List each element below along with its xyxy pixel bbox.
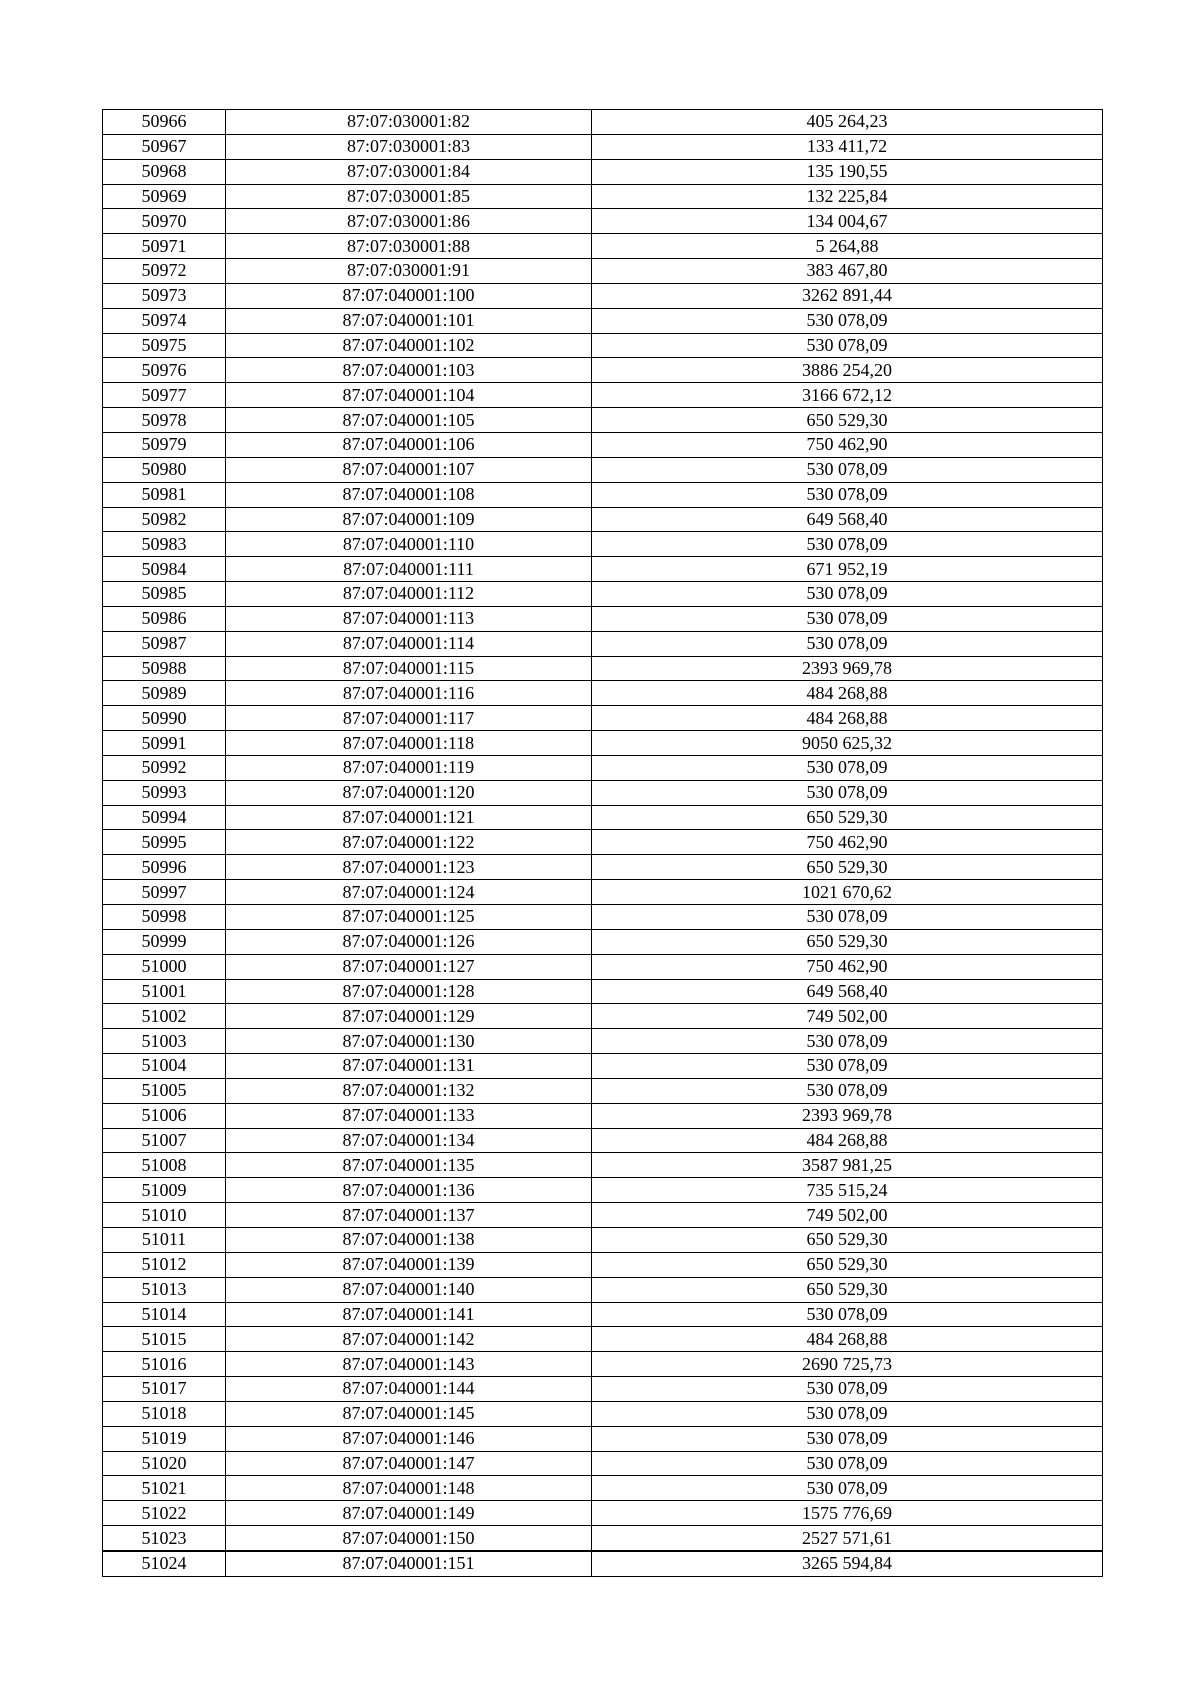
row-number-cell: 50978 [103,408,226,433]
row-number-cell: 50967 [103,134,226,159]
row-number-cell: 51017 [103,1377,226,1402]
table-row [103,134,1103,159]
row-number-cell: 50968 [103,159,226,184]
cadastral-number-cell: 87:07:040001:100 [226,283,592,308]
row-number-cell: 50988 [103,656,226,681]
cadastral-number-cell: 87:07:040001:109 [226,507,592,532]
table-row [103,110,1103,135]
cadastral-value-cell: 132 225,84 [592,184,1103,209]
cadastral-value-cell: 530 078,09 [592,1078,1103,1103]
row-number-cell: 51002 [103,1004,226,1029]
cadastral-number-cell: 87:07:040001:121 [226,805,592,830]
row-number-cell: 50992 [103,755,226,780]
table-row [103,905,1103,930]
table-row [103,1426,1103,1451]
table-row [103,1252,1103,1277]
row-number-cell: 51007 [103,1128,226,1153]
row-number-cell: 50981 [103,482,226,507]
row-number-cell: 50966 [103,110,226,135]
row-number-cell: 50983 [103,532,226,557]
row-number-cell: 51022 [103,1501,226,1526]
cadastral-value-cell: 484 268,88 [592,706,1103,731]
cadastral-number-cell: 87:07:040001:133 [226,1103,592,1128]
cadastral-number-cell: 87:07:040001:143 [226,1352,592,1377]
cadastral-value-cell: 9050 625,32 [592,731,1103,756]
cadastral-number-cell: 87:07:040001:139 [226,1252,592,1277]
table-row [103,1551,1103,1576]
row-number-cell: 51023 [103,1526,226,1551]
cadastral-value-cell: 749 502,00 [592,1004,1103,1029]
cadastral-number-cell: 87:07:040001:112 [226,582,592,607]
cadastral-value-cell: 750 462,90 [592,954,1103,979]
table-row [103,308,1103,333]
cadastral-value-cell: 484 268,88 [592,1327,1103,1352]
row-number-cell: 50975 [103,333,226,358]
cadastral-value-cell: 3166 672,12 [592,383,1103,408]
cadastral-number-cell: 87:07:040001:146 [226,1426,592,1451]
table-row [103,507,1103,532]
cadastral-value-cell: 2393 969,78 [592,656,1103,681]
cadastral-number-cell: 87:07:040001:134 [226,1128,592,1153]
cadastral-value-cell: 530 078,09 [592,333,1103,358]
cadastral-value-cell: 405 264,23 [592,110,1103,135]
row-number-cell: 51014 [103,1302,226,1327]
cadastral-value-cell: 650 529,30 [592,408,1103,433]
cadastral-value-cell: 650 529,30 [592,805,1103,830]
cadastral-value-cell: 1021 670,62 [592,880,1103,905]
cadastral-value-cell: 530 078,09 [592,1426,1103,1451]
table-row [103,780,1103,805]
cadastral-value-cell: 530 078,09 [592,1029,1103,1054]
table-row [103,432,1103,457]
cadastral-value-cell: 484 268,88 [592,1128,1103,1153]
cadastral-number-cell: 87:07:040001:119 [226,755,592,780]
cadastral-value-cell: 749 502,00 [592,1203,1103,1228]
cadastral-number-cell: 87:07:040001:149 [226,1501,592,1526]
cadastral-value-cell: 649 568,40 [592,979,1103,1004]
row-number-cell: 50996 [103,855,226,880]
row-number-cell: 51011 [103,1227,226,1252]
table-row [103,706,1103,731]
cadastral-number-cell: 87:07:040001:126 [226,929,592,954]
row-number-cell: 51006 [103,1103,226,1128]
cadastral-value-cell: 134 004,67 [592,209,1103,234]
row-number-cell: 50969 [103,184,226,209]
table-row [103,1153,1103,1178]
row-number-cell: 50998 [103,905,226,930]
cadastral-number-cell: 87:07:040001:117 [226,706,592,731]
cadastral-value-cell: 530 078,09 [592,1476,1103,1501]
cadastral-number-cell: 87:07:040001:145 [226,1401,592,1426]
table-row [103,557,1103,582]
table-row [103,532,1103,557]
cadastral-number-cell: 87:07:040001:125 [226,905,592,930]
row-number-cell: 50976 [103,358,226,383]
cadastral-number-cell: 87:07:040001:103 [226,358,592,383]
cadastral-value-cell: 530 078,09 [592,482,1103,507]
row-number-cell: 51024 [103,1551,226,1576]
table-row [103,1178,1103,1203]
cadastral-value-cell: 530 078,09 [592,1401,1103,1426]
table-row [103,1526,1103,1551]
row-number-cell: 51008 [103,1153,226,1178]
table-row [103,1302,1103,1327]
row-number-cell: 50971 [103,234,226,259]
cadastral-value-cell: 530 078,09 [592,308,1103,333]
table-row [103,631,1103,656]
cadastral-number-cell: 87:07:040001:130 [226,1029,592,1054]
row-number-cell: 50989 [103,681,226,706]
row-number-cell: 50985 [103,582,226,607]
cadastral-number-cell: 87:07:040001:128 [226,979,592,1004]
cadastral-number-cell: 87:07:040001:113 [226,606,592,631]
row-number-cell: 50997 [103,880,226,905]
cadastral-number-cell: 87:07:040001:131 [226,1054,592,1079]
cadastral-value-cell: 530 078,09 [592,780,1103,805]
table-row [103,383,1103,408]
cadastral-number-cell: 87:07:040001:111 [226,557,592,582]
cadastral-value-cell: 530 078,09 [592,631,1103,656]
cadastral-number-cell: 87:07:040001:136 [226,1178,592,1203]
cadastral-number-cell: 87:07:040001:108 [226,482,592,507]
table-row [103,830,1103,855]
row-number-cell: 50987 [103,631,226,656]
table-row [103,1029,1103,1054]
row-number-cell: 50980 [103,457,226,482]
table-row [103,656,1103,681]
cadastral-number-cell: 87:07:040001:120 [226,780,592,805]
row-number-cell: 50991 [103,731,226,756]
cadastral-number-cell: 87:07:040001:116 [226,681,592,706]
table-row [103,283,1103,308]
cadastral-value-cell: 530 078,09 [592,532,1103,557]
row-number-cell: 50974 [103,308,226,333]
cadastral-value-cell: 135 190,55 [592,159,1103,184]
table-row [103,1501,1103,1526]
table-row [103,606,1103,631]
cadastral-number-cell: 87:07:030001:91 [226,259,592,284]
cadastral-value-cell: 484 268,88 [592,681,1103,706]
cadastral-value-cell: 671 952,19 [592,557,1103,582]
row-number-cell: 51003 [103,1029,226,1054]
table-row [103,1054,1103,1079]
table-row [103,209,1103,234]
row-number-cell: 51005 [103,1078,226,1103]
cadastral-value-cell: 530 078,09 [592,606,1103,631]
cadastral-value-cell: 650 529,30 [592,1277,1103,1302]
table-row [103,1327,1103,1352]
table-row [103,855,1103,880]
table-row [103,681,1103,706]
row-number-cell: 51016 [103,1352,226,1377]
table-row [103,1401,1103,1426]
row-number-cell: 51009 [103,1178,226,1203]
cadastral-value-cell: 530 078,09 [592,1054,1103,1079]
row-number-cell: 50995 [103,830,226,855]
cadastral-number-cell: 87:07:040001:104 [226,383,592,408]
cadastral-value-cell: 735 515,24 [592,1178,1103,1203]
table-row [103,159,1103,184]
row-number-cell: 51019 [103,1426,226,1451]
row-number-cell: 51012 [103,1252,226,1277]
table-row [103,1277,1103,1302]
table-row [103,482,1103,507]
cadastral-number-cell: 87:07:040001:114 [226,631,592,656]
cadastral-number-cell: 87:07:040001:107 [226,457,592,482]
table-row [103,1377,1103,1402]
row-number-cell: 50993 [103,780,226,805]
cadastral-number-cell: 87:07:040001:141 [226,1302,592,1327]
table-row [103,184,1103,209]
table-row [103,1004,1103,1029]
cadastral-number-cell: 87:07:040001:151 [226,1551,592,1576]
cadastral-value-cell: 530 078,09 [592,457,1103,482]
cadastral-value-cell: 3886 254,20 [592,358,1103,383]
row-number-cell: 50973 [103,283,226,308]
row-number-cell: 50990 [103,706,226,731]
cadastral-number-cell: 87:07:040001:102 [226,333,592,358]
cadastral-value-cell: 5 264,88 [592,234,1103,259]
cadastral-value-cell: 1575 776,69 [592,1501,1103,1526]
row-number-cell: 51020 [103,1451,226,1476]
row-number-cell: 50986 [103,606,226,631]
cadastral-value-cell: 650 529,30 [592,1227,1103,1252]
table-row [103,1227,1103,1252]
table-row [103,1451,1103,1476]
cadastral-value-cell: 530 078,09 [592,1302,1103,1327]
cadastral-number-cell: 87:07:040001:101 [226,308,592,333]
table-row [103,731,1103,756]
cadastral-number-cell: 87:07:030001:84 [226,159,592,184]
table-row [103,954,1103,979]
cadastral-value-cell: 649 568,40 [592,507,1103,532]
cadastral-number-cell: 87:07:030001:86 [226,209,592,234]
cadastral-number-cell: 87:07:040001:115 [226,656,592,681]
cadastral-number-cell: 87:07:040001:150 [226,1526,592,1551]
cadastral-value-cell: 650 529,30 [592,1252,1103,1277]
cadastral-number-cell: 87:07:030001:82 [226,110,592,135]
cadastral-number-cell: 87:07:030001:88 [226,234,592,259]
cadastral-value-cell: 530 078,09 [592,1451,1103,1476]
table-row [103,755,1103,780]
cadastral-number-cell: 87:07:040001:106 [226,432,592,457]
table-row [103,408,1103,433]
cadastral-value-cell: 530 078,09 [592,755,1103,780]
cadastral-value-cell: 3262 891,44 [592,283,1103,308]
cadastral-number-cell: 87:07:040001:123 [226,855,592,880]
cadastral-value-table [102,109,1103,1577]
cadastral-number-cell: 87:07:040001:142 [226,1327,592,1352]
cadastral-value-cell: 2527 571,61 [592,1526,1103,1551]
table-row [103,929,1103,954]
cadastral-number-cell: 87:07:040001:147 [226,1451,592,1476]
row-number-cell: 51001 [103,979,226,1004]
table-row [103,1203,1103,1228]
cadastral-value-cell: 3265 594,84 [592,1551,1103,1576]
cadastral-number-cell: 87:07:040001:105 [226,408,592,433]
table-row [103,805,1103,830]
cadastral-value-cell: 750 462,90 [592,432,1103,457]
cadastral-value-cell: 530 078,09 [592,905,1103,930]
table-row [103,1103,1103,1128]
table-row [103,457,1103,482]
cadastral-number-cell: 87:07:040001:137 [226,1203,592,1228]
row-number-cell: 51010 [103,1203,226,1228]
row-number-cell: 50984 [103,557,226,582]
cadastral-value-cell: 650 529,30 [592,855,1103,880]
cadastral-number-cell: 87:07:040001:138 [226,1227,592,1252]
row-number-cell: 51013 [103,1277,226,1302]
table-row [103,259,1103,284]
table-row [103,979,1103,1004]
table-row [103,880,1103,905]
row-number-cell: 50972 [103,259,226,284]
cadastral-value-cell: 2393 969,78 [592,1103,1103,1128]
cadastral-number-cell: 87:07:040001:132 [226,1078,592,1103]
cadastral-value-cell: 2690 725,73 [592,1352,1103,1377]
row-number-cell: 50979 [103,432,226,457]
row-number-cell: 51015 [103,1327,226,1352]
cadastral-value-cell: 133 411,72 [592,134,1103,159]
cadastral-number-cell: 87:07:040001:144 [226,1377,592,1402]
table-row [103,1476,1103,1501]
table-row [103,234,1103,259]
cadastral-number-cell: 87:07:030001:83 [226,134,592,159]
row-number-cell: 50999 [103,929,226,954]
row-number-cell: 50970 [103,209,226,234]
row-number-cell: 51021 [103,1476,226,1501]
row-number-cell: 50994 [103,805,226,830]
row-number-cell: 50977 [103,383,226,408]
row-number-cell: 50982 [103,507,226,532]
cadastral-value-cell: 530 078,09 [592,582,1103,607]
cadastral-value-cell: 750 462,90 [592,830,1103,855]
table-row [103,1352,1103,1377]
row-number-cell: 51004 [103,1054,226,1079]
cadastral-number-cell: 87:07:040001:140 [226,1277,592,1302]
cadastral-value-cell: 650 529,30 [592,929,1103,954]
cadastral-number-cell: 87:07:040001:110 [226,532,592,557]
cadastral-number-cell: 87:07:040001:127 [226,954,592,979]
cadastral-number-cell: 87:07:040001:135 [226,1153,592,1178]
table-row [103,1128,1103,1153]
table-row [103,358,1103,383]
cadastral-number-cell: 87:07:040001:118 [226,731,592,756]
cadastral-number-cell: 87:07:040001:129 [226,1004,592,1029]
cadastral-number-cell: 87:07:030001:85 [226,184,592,209]
table-row [103,582,1103,607]
table-row [103,1078,1103,1103]
row-number-cell: 51018 [103,1401,226,1426]
row-number-cell: 51000 [103,954,226,979]
cadastral-number-cell: 87:07:040001:122 [226,830,592,855]
table-body [103,110,1103,1577]
cadastral-number-cell: 87:07:040001:124 [226,880,592,905]
cadastral-value-cell: 383 467,80 [592,259,1103,284]
cadastral-number-cell: 87:07:040001:148 [226,1476,592,1501]
cadastral-value-cell: 530 078,09 [592,1377,1103,1402]
table-row [103,333,1103,358]
cadastral-value-cell: 3587 981,25 [592,1153,1103,1178]
